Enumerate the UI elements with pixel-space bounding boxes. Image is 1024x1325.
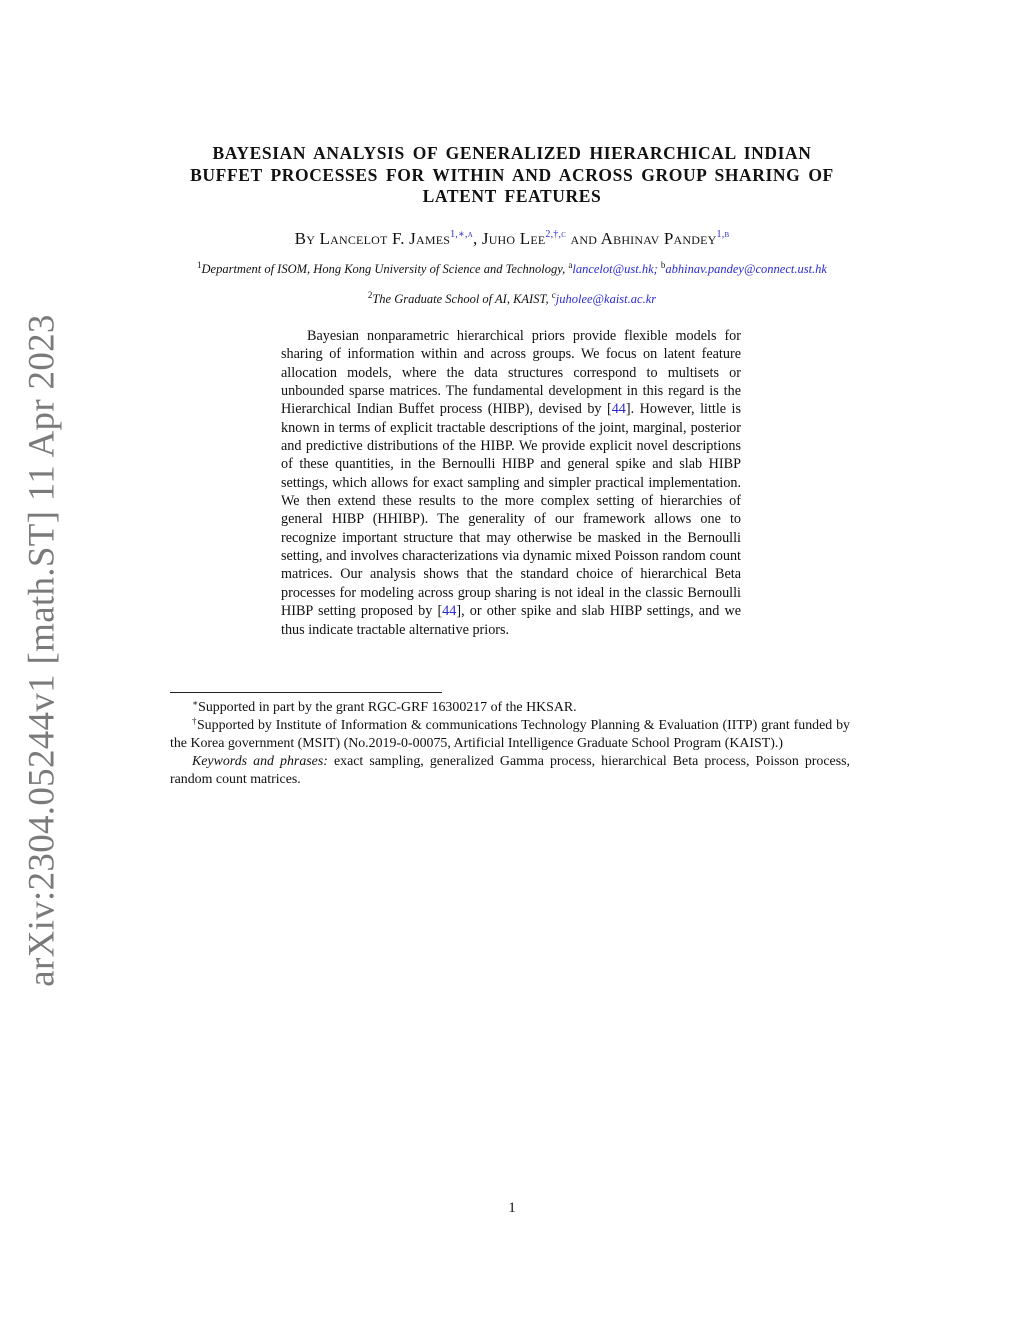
author-name: Lancelot F. James bbox=[319, 229, 451, 248]
title-line: LATENT FEATURES bbox=[422, 186, 602, 206]
email-marker: c bbox=[551, 290, 556, 300]
author-name: Abhinav Pandey bbox=[600, 229, 717, 248]
abstract-text: Bayesian nonparametric hierarchical priors provide flexible models for sharing of information within and across groups. We focus on latent feature allocation models, where the data structures correspond to multisets or unbounded sparse matrices. The fundamental development in this regard is the Hierarchical Indian Buffet process (HIBP), devised by [ bbox=[281, 328, 741, 418]
abstract-text: ]. However, little is known in terms of explicit tractable descriptions of the joint, marginal, posterior and predictive distributions of the HIBP. We provide explicit novel descriptions of these quantities, in the Bernoulli HIBP and general spike and slab HIBP settings, which allows for exact sampling and simpler practical implementation. We then extend these results to the more complex setting of hierarchies of general HIBP (HHIBP). The generality of our framework allows one to recognize important structure that may otherwise be masked in the Bernoulli setting, and involves characterizations via dynamic mixed Poisson random count matrices. Our analysis shows that the standard choice of hierarchical Beta processes for modeling across group sharing is not ideal in the classic Bernoulli HIBP setting proposed by [ bbox=[281, 401, 741, 620]
author-superscript: 1,∗,a bbox=[450, 229, 473, 240]
author-superscript: 1,b bbox=[716, 229, 730, 240]
footnote-funding-1 bbox=[170, 699, 850, 717]
author-separator: , bbox=[472, 229, 478, 248]
citation-link[interactable]: 44 bbox=[611, 401, 626, 418]
keywords-label: Keywords and phrases: bbox=[192, 754, 328, 769]
email-link[interactable]: abhinav.pandey@connect.ust.hk bbox=[665, 262, 827, 276]
title-line: BUFFET PROCESSES FOR WITHIN AND ACROSS GROUP SHARING OF bbox=[190, 164, 834, 185]
email-marker: b bbox=[660, 260, 666, 270]
email-link[interactable]: juholee@kaist.ac.kr bbox=[555, 292, 657, 306]
keywords-text: exact sampling, generalized Gamma process, hierarchical Beta process, Poisson process, random count matrices. bbox=[170, 754, 850, 787]
footnote-text: Supported by Institute of Information & communications Technology Planning & Evaluation (IITP) grant funded by the Korea government (MSIT) (No.2019-0-00075, Artificial Intelligence Graduate School Program (KAIST).) bbox=[170, 718, 851, 751]
keywords bbox=[170, 753, 850, 789]
footnotes bbox=[170, 699, 850, 789]
abstract bbox=[281, 327, 741, 639]
page-number: 1 bbox=[508, 1200, 516, 1216]
affiliation-text: Department of ISOM, Hong Kong University of Science and Technology, bbox=[201, 262, 566, 276]
footnote-funding-2 bbox=[170, 717, 850, 753]
affiliation-marker: 1 bbox=[197, 260, 202, 270]
affiliation-text: The Graduate School of AI, KAIST, bbox=[372, 292, 549, 306]
and-word: and bbox=[570, 229, 598, 248]
citation-link[interactable]: 44 bbox=[442, 603, 457, 620]
footnote-marker: ∗ bbox=[192, 698, 199, 708]
arxiv-side-stamp bbox=[18, 313, 66, 987]
footnote-rule bbox=[170, 692, 442, 693]
arxiv-identifier: arXiv:2304.05244v1 [math.ST] 11 Apr 2023 bbox=[21, 313, 63, 987]
author-line bbox=[170, 229, 854, 249]
affiliation-2 bbox=[170, 292, 854, 307]
author-name: Juho Lee bbox=[481, 229, 546, 248]
paper-title bbox=[170, 143, 854, 208]
author-superscript: 2,†,c bbox=[545, 229, 567, 240]
email-link[interactable]: lancelot@ust.hk; bbox=[572, 262, 658, 276]
by-word: By bbox=[294, 229, 316, 248]
footnote-marker: † bbox=[192, 716, 197, 726]
email-marker: a bbox=[568, 260, 573, 270]
affiliation-1 bbox=[170, 262, 854, 277]
title-line: BAYESIAN ANALYSIS OF GENERALIZED HIERARCHICAL INDIAN bbox=[212, 143, 812, 163]
affiliation-marker: 2 bbox=[367, 290, 373, 300]
footnote-text: Supported in part by the grant RGC-GRF 16300217 of the HKSAR. bbox=[198, 700, 577, 715]
abstract-text: ], or other spike and slab HIBP settings, and we thus indicate tractable alternative priors. bbox=[281, 603, 741, 638]
